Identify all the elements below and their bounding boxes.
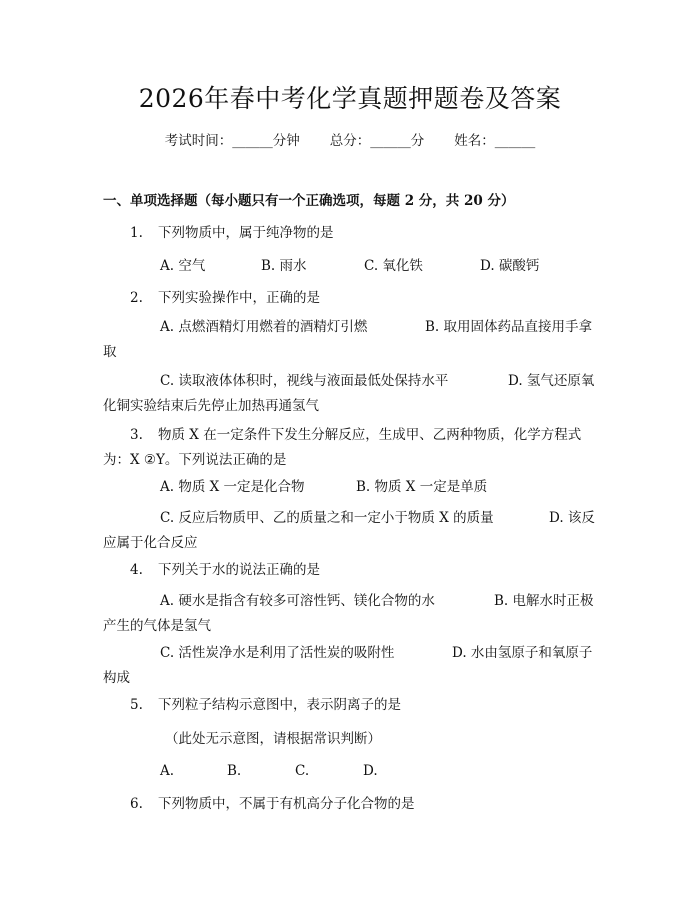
total-score-field: 总分：______分 — [329, 133, 425, 149]
option-line — [103, 641, 603, 666]
option-b: B. 取用固体药品直接用手拿 — [425, 319, 593, 335]
question-5-options — [160, 761, 460, 781]
section-heading: 一、单项选择题（每小题只有一个正确选项，每题 2 分，共 20 分） — [103, 193, 515, 209]
question-3 — [103, 423, 603, 473]
question-stem: 下列物质中，不属于有机高分子化合物的是 — [158, 796, 415, 812]
option-a: A. 空气 — [160, 258, 206, 274]
option-b: B. 电解水时正极 — [494, 593, 594, 609]
question-4-options-ab — [103, 589, 603, 639]
option-continuation: 应属于化合反应 — [103, 535, 198, 551]
question-stem: 下列关于水的说法正确的是 — [158, 562, 320, 578]
question-2-options — [103, 315, 603, 365]
question-5 — [130, 695, 401, 715]
option-c: C. 读取液体体积时，视线与液面最低处保持水平 — [160, 373, 449, 389]
option-b: B. 物质 X 一定是单质 — [356, 479, 488, 495]
option-a: A. 物质 X 一定是化合物 — [160, 479, 305, 495]
question-stem: 物质 X 在一定条件下发生分解反应，生成甲、乙两种物质，化学方程式 — [158, 427, 582, 443]
question-stem: 下列实验操作中，正确的是 — [158, 290, 320, 306]
option-d: D. 碳酸钙 — [480, 258, 540, 274]
question-6 — [130, 794, 415, 814]
question-note: （此处无示意图，请根据常识判断） — [165, 731, 381, 747]
question-2 — [130, 288, 320, 308]
exam-time-field: 考试时间：______分钟 — [164, 133, 300, 149]
option-a: A. 硬水是指含有较多可溶性钙、镁化合物的水 — [160, 593, 435, 609]
question-number: 1. — [130, 225, 143, 241]
option-continuation: 产生的气体是氢气 — [103, 618, 211, 634]
option-c: C. 氧化铁 — [364, 258, 423, 274]
question-3-options-ab — [160, 477, 580, 497]
option-c: C. 反应后物质甲、乙的质量之和一定小于物质 X 的质量 — [160, 510, 494, 526]
option-b: B. — [227, 763, 242, 779]
question-number: 2. — [130, 290, 143, 306]
question-2-options-cd — [103, 369, 603, 419]
option-continuation: 构成 — [103, 670, 130, 686]
option-d: D. 水由氢原子和氧原子 — [452, 645, 593, 661]
option-c: C. — [295, 763, 310, 779]
question-number: 5. — [130, 697, 143, 713]
option-line — [103, 315, 603, 340]
question-number: 3. — [130, 427, 143, 443]
page-title: 2026年春中考化学真题押题卷及答案 — [138, 84, 562, 113]
question-4-options-cd — [103, 641, 603, 691]
option-d: D. — [363, 763, 378, 779]
question-1 — [130, 223, 334, 243]
question-1-options — [160, 256, 580, 276]
option-continuation: 取 — [103, 344, 117, 360]
option-d: D. 氢气还原氧 — [508, 373, 595, 389]
question-number: 6. — [130, 796, 143, 812]
student-name-field: 姓名：______ — [454, 133, 536, 149]
question-stem: 下列物质中，属于纯净物的是 — [158, 225, 334, 241]
option-b: B. 雨水 — [261, 258, 307, 274]
question-3-options-cd — [103, 506, 603, 556]
option-a: A. 点燃酒精灯用燃着的酒精灯引燃 — [160, 319, 368, 335]
option-line — [103, 506, 603, 531]
question-number: 4. — [130, 562, 143, 578]
exam-info-line — [0, 131, 700, 151]
question-stem: 下列粒子结构示意图中，表示阴离子的是 — [158, 697, 401, 713]
option-c: C. 活性炭净水是利用了活性炭的吸附性 — [160, 645, 395, 661]
question-4 — [130, 560, 320, 580]
question-stem-continuation: 为：X ②Y。下列说法正确的是 — [103, 452, 287, 468]
option-a: A. — [160, 763, 175, 779]
option-d: D. 该反 — [549, 510, 595, 526]
option-line — [103, 589, 603, 614]
option-continuation: 化铜实验结束后先停止加热再通氢气 — [103, 398, 319, 414]
option-line — [103, 369, 603, 394]
